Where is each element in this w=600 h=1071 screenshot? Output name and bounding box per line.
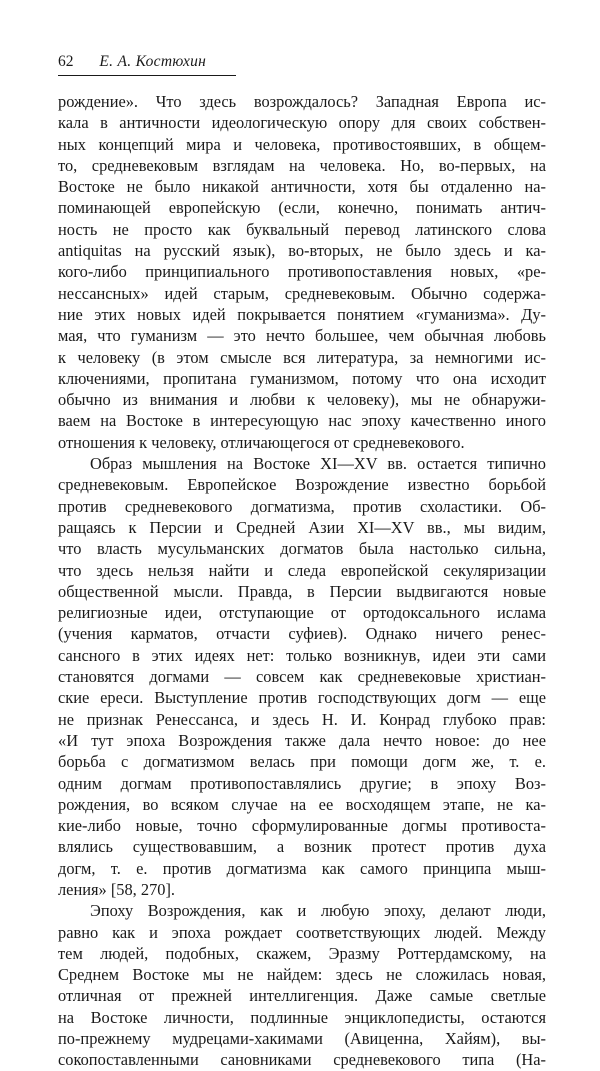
text-line: по-прежнему мудрецами-хакимами (Авиценна, Хайям), вы- xyxy=(58,1029,546,1049)
text-line: рождения, во всяком случае на ее восходящем этапе, не ка- xyxy=(58,794,546,814)
text-line: становятся догмами — совсем как средневековые христиан- xyxy=(58,667,546,687)
text-line: то, средневековым взглядам на человека. Но, во-первых, на xyxy=(58,155,546,175)
text-line: общественной мысли. Правда, в Персии выдвигаются новые xyxy=(58,581,546,601)
text-line: рождение». Что здесь возрождалось? Западная Европа ис- xyxy=(58,92,546,111)
text-line: ность не просто как буквальный перевод латинского слова xyxy=(58,219,546,239)
text-line: на Востоке личности, подлинные энциклопедисты, остаются xyxy=(58,1007,546,1027)
text-line: ращаясь к Персии и Средней Азии XI—XV вв., мы видим, xyxy=(58,517,546,537)
text-line: ных концепций мира и человека, противостоявших, в общем- xyxy=(58,134,546,154)
text-line: сокопоставленными сановниками средневекового типа (На- xyxy=(58,1050,546,1070)
text-line: что здесь нельзя найти и следа европейской секуляризации xyxy=(58,560,546,580)
paragraph xyxy=(58,91,546,453)
text-line: ключениями, пропитана гуманизмом, потому что она исходит xyxy=(58,368,546,388)
text-line: ние этих новых идей покрывается понятием «гуманизма». Ду- xyxy=(58,304,546,324)
text-line: нессансных» идей старым, средневековым. Обычно содержа- xyxy=(58,283,546,303)
text-line: кала в античности идеологическую опору для своих собствен- xyxy=(58,113,546,133)
text-line: Востоке не было никакой античности, хотя бы отдаленно на- xyxy=(58,177,546,197)
page-header xyxy=(58,52,236,72)
text-line: сансного в этих идеях нет: только возникнув, идеи эти сами xyxy=(58,645,546,665)
text-line: кого-либо принципиального противопоставления новых, «ре- xyxy=(58,262,546,282)
text-line: ления» [58, 270]. xyxy=(58,879,176,899)
text-line: против средневекового догматизма, против схоластики. Об- xyxy=(58,496,546,516)
text-line: Образ мышления на Востоке XI—XV вв. остается типично xyxy=(90,454,546,474)
text-line: средневековым. Европейское Возрождение известно борьбой xyxy=(58,475,546,495)
text-line: что власть мусульманских догматов была настолько сильна, xyxy=(58,539,546,559)
text-line: отличная от прежней интеллигенция. Даже самые светлые xyxy=(58,986,546,1006)
text-line: Эпоху Возрождения, как и любую эпоху, делают люди, xyxy=(90,901,546,921)
page-number: 62 xyxy=(58,53,74,70)
text-line: борьба с догматизмом велась при помощи догм же, т. е. xyxy=(58,752,546,772)
text-line: влялись существовавшим, а возник протест против духа xyxy=(58,837,546,857)
text-line: (учения карматов, отчасти суфиев). Однако ничего ренес- xyxy=(58,624,546,644)
text-line: поминающей европейскую (если, конечно, понимать антич- xyxy=(58,198,546,218)
body-text xyxy=(58,91,546,1071)
text-line: кие-либо новые, точно сформулированные догмы противоста- xyxy=(58,816,546,836)
text-line: догм, т. е. против догматизма как самого принципа мыш- xyxy=(58,858,546,878)
text-line: тем людей, подобных, скажем, Эразму Роттердамскому, на xyxy=(58,943,546,963)
text-line: Среднем Востоке мы не найдем: здесь не сложилась новая, xyxy=(58,965,546,985)
header-rule xyxy=(58,75,236,76)
text-line: отношения к человеку, отличающегося от средневекового. xyxy=(58,432,465,452)
text-line: antiquitas на русский язык), во-вторых, не было здесь и ка- xyxy=(58,241,546,261)
text-line: ские ереси. Выступление против господствующих догм — еще xyxy=(58,688,546,708)
running-head-author: Е. А. Костюхин xyxy=(99,53,207,70)
text-line: «И тут эпоха Возрождения также дала нечто новое: до нее xyxy=(58,730,546,750)
paragraph xyxy=(58,453,546,900)
paragraph xyxy=(58,900,546,1070)
text-line: религиозные идеи, отступающие от ортодоксального ислама xyxy=(58,603,546,623)
text-line: ваем на Востоке в интересующую нас эпоху качественно иного xyxy=(58,411,546,431)
text-line: обычно из внимания и любви к человеку), мы не обнаружи- xyxy=(58,390,546,410)
text-line: одним догмам противопоставлялись другие; в эпоху Воз- xyxy=(58,773,546,793)
text-line: равно как и эпоха рождает соответствующих людей. Между xyxy=(58,922,546,942)
text-line: к человеку (в этом смысле вся литература, за немногими ис- xyxy=(58,347,546,367)
text-line: мая, что гуманизм — это нечто большее, чем обычная любовь xyxy=(58,326,546,346)
text-line: не признак Ренессанса, и здесь Н. И. Конрад глубоко прав: xyxy=(58,709,546,729)
